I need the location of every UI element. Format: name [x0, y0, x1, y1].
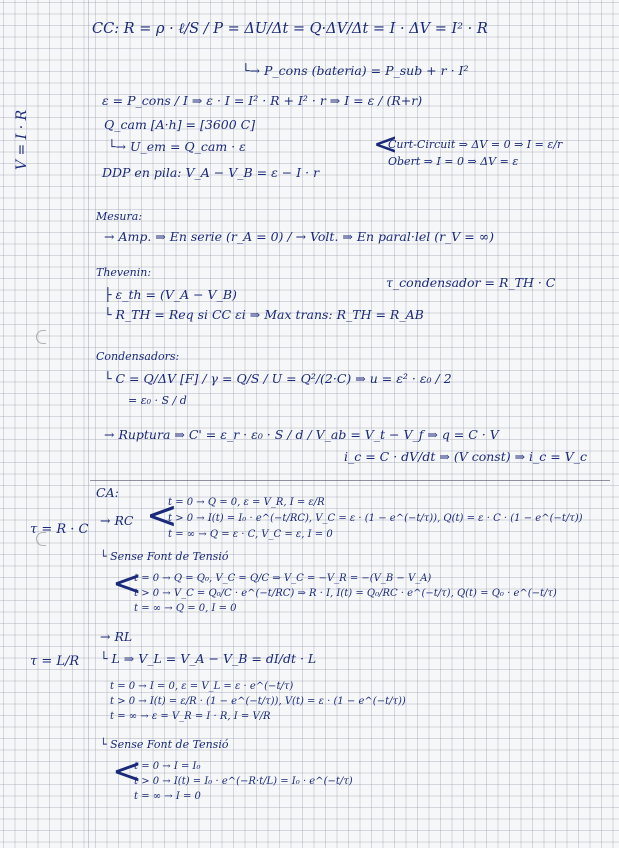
measurement-heading: Mesura:	[96, 210, 143, 223]
rl-discharge-brace: <	[112, 751, 143, 792]
cc-header-line: CC: R = ρ · ℓ/S / P = ΔU/Δt = Q·ΔV/Δt = I · ΔV = I² · R	[92, 21, 488, 37]
margin-ohm-law: V = I · R	[14, 109, 30, 170]
section-divider	[90, 480, 610, 481]
rc-tinf-line: t = ∞ → Q = ε · C, V_C = ε, I = 0	[168, 529, 333, 540]
rc-no-source-line: └ Sense Font de Tensió	[100, 550, 229, 563]
capacitance-line: └ C = Q/ΔV [F] / γ = Q/S / U = Q²/(2·C) ⇒ u = ε² · ε₀ / 2	[104, 371, 452, 386]
rc-discharge-tpos-line: t > 0 → V_C = Q₀/C · e^(−t/RC) ⇒ R · I, I(t) = Q₀/RC · e^(−t/τ), Q(t) = Q₀ · e^(−t/τ)	[134, 588, 557, 599]
capacitors-heading: Condensadors:	[96, 350, 180, 363]
capacitor-current-line: i_c = C · dV/dt ⇒ (V const) ⇒ i_c = V_c	[344, 449, 587, 464]
plate-capacitance-line: = ε₀ · S / d	[128, 394, 187, 407]
rl-tinf-line: t = ∞ → ε = V_R = I · R, I = V/R	[110, 711, 271, 722]
margin-tau-rc: τ = R · C	[30, 522, 89, 537]
energy-line: └→ U_em = Q_cam · ε	[108, 139, 246, 154]
inductor-voltage-line: └ L ⇒ V_L = V_A − V_B = dI/dt · L	[100, 651, 317, 666]
rc-discharge-tinf-line: t = ∞ → Q = 0, I = 0	[134, 603, 237, 614]
rl-label: → RL	[100, 629, 133, 644]
power-consumed-line: └→ P_cons (bateria) = P_sub + r · I²	[242, 63, 469, 78]
breakdown-line: → Ruptura ⇒ C' = ε_r · ε₀ · S / d / V_ab = V_t − V_f ⇒ q = C · V	[104, 427, 499, 442]
ca-heading: CA:	[96, 485, 119, 500]
short-circuit-line: Curt-Circuit ⇒ ΔV = 0 ⇒ I = ε/r	[388, 138, 563, 151]
thevenin-emf-line: ├ ε_th = (V_A − V_B)	[104, 287, 237, 302]
thevenin-heading: Thevenin:	[96, 266, 152, 279]
margin-tau-rl: τ = L/R	[30, 654, 80, 669]
rl-discharge-tpos-line: t > 0 → I(t) = I₀ · e^(−R·t/L) = I₀ · e^(−t/τ)	[134, 776, 353, 787]
rc-discharge-t0-line: t = 0 → Q = Q₀, V_C = Q/C ⇒ V_C = −V_R = −(V_B − V_A)	[134, 573, 432, 584]
rl-discharge-tinf-line: t = ∞ → I = 0	[134, 791, 201, 802]
punch-hole	[36, 330, 46, 344]
open-circuit-line: Obert ⇒ I = 0 ⇒ ΔV = ε	[388, 155, 519, 168]
thevenin-resistance-line: └ R_TH = Req si CC εi ⇒ Max trans: R_TH = R_AB	[104, 307, 424, 322]
rc-tpos-line: t > 0 → I(t) = I₀ · e^(−t/RC), V_C = ε · (1 − e^(−t/τ)), Q(t) = ε · C · (1 − e^(−t/τ))	[168, 513, 583, 524]
rc-t0-line: t = 0 → Q = 0, ε = V_R, I = ε/R	[168, 497, 325, 508]
rl-no-source-line: └ Sense Font de Tensió	[100, 738, 229, 751]
rl-discharge-t0-line: t = 0 → I = I₀	[134, 761, 201, 772]
rc-brace: <	[146, 493, 178, 537]
rc-discharge-brace: <	[112, 563, 143, 604]
rl-tpos-line: t > 0 → I(t) = ε/R · (1 − e^(−t/τ)), V(t) = ε · (1 − e^(−t/τ))	[110, 696, 406, 707]
ammeter-voltmeter-line: → Amp. ⇒ En serie (r_A = 0) / → Volt. ⇒ En paral·lel (r_V = ∞)	[104, 229, 495, 244]
tau-capacitor-line: τ_condensador = R_TH · C	[386, 275, 556, 290]
charge-capacity-line: Q_cam [A·h] = [3600 C]	[104, 117, 256, 132]
case-brace: <	[373, 127, 399, 162]
emf-line: ε = P_cons / I ⇒ ε · I = I² · R + I² · r ⇒ I = ε / (R+r)	[102, 93, 423, 108]
rl-t0-line: t = 0 → I = 0, ε = V_L = ε · e^(−t/τ)	[110, 681, 294, 692]
ddp-line: DDP en pila: V_A − V_B = ε − I · r	[102, 165, 320, 180]
rc-label: → RC	[100, 513, 134, 528]
margin-line	[88, 0, 89, 848]
